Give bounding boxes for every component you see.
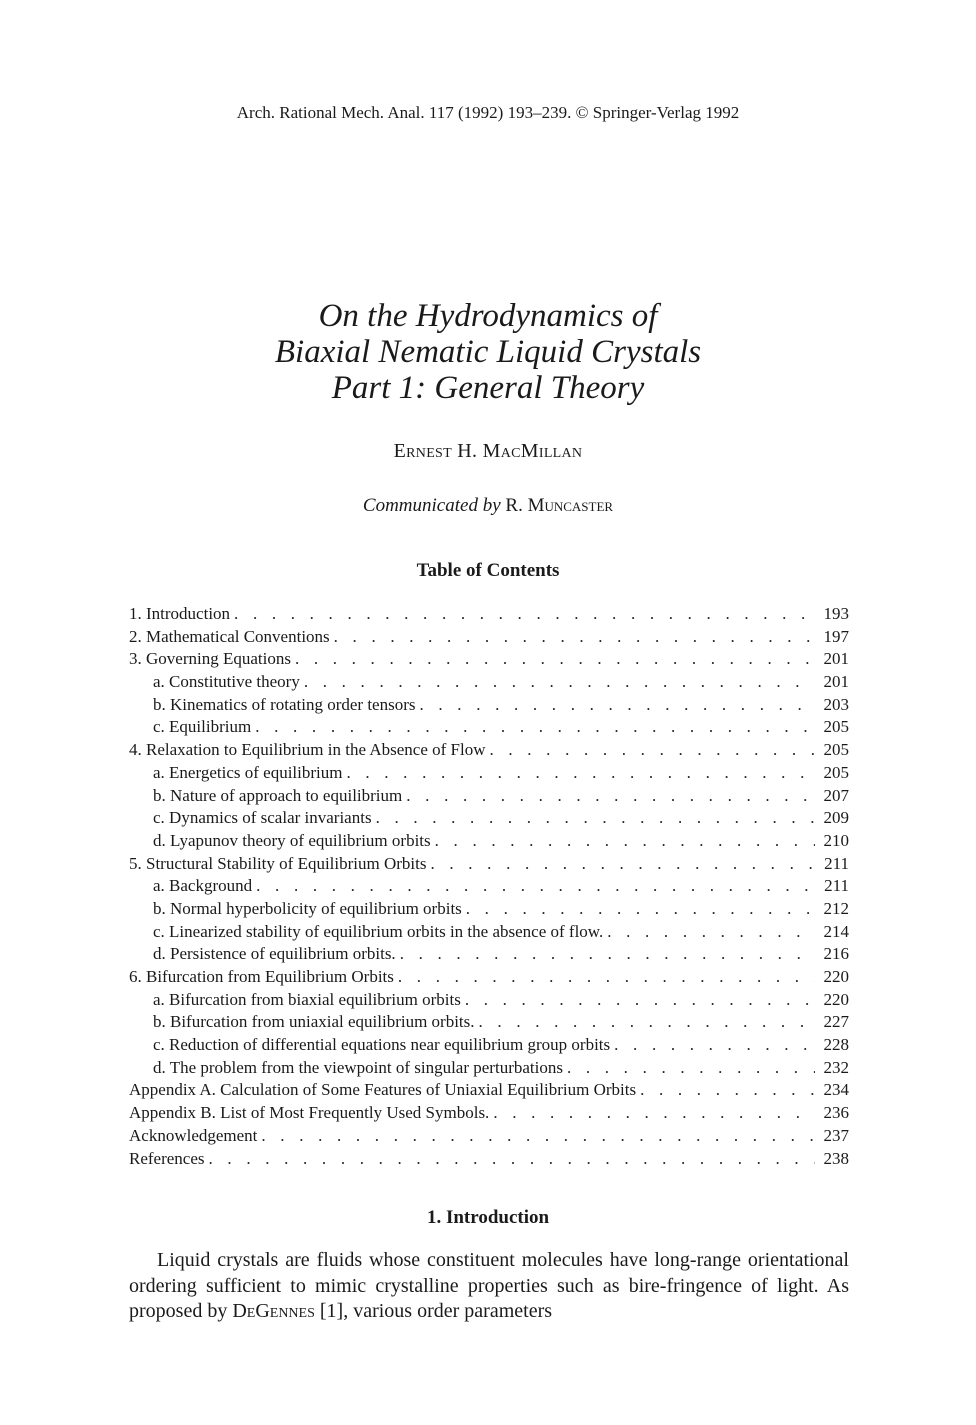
toc-entry-page: 220: [823, 967, 849, 986]
toc-leader-dots: [466, 898, 815, 921]
toc-entry-label: b. Kinematics of rotating order tensors: [153, 694, 416, 714]
toc-entry-page: 227: [823, 1012, 849, 1032]
toc-leader-dots: [640, 1079, 815, 1102]
toc-entry-page: 232: [823, 1057, 849, 1077]
author-name: [0, 440, 976, 463]
toc-entry-page: 211: [824, 853, 849, 873]
toc-entry-page: 234: [823, 1080, 849, 1100]
toc-entry: [129, 762, 849, 785]
toc-leader-dots: [420, 694, 816, 717]
toc-entry-page: 212: [823, 898, 849, 918]
toc-entry: [129, 1102, 849, 1125]
toc-entry-page: 211: [824, 876, 849, 896]
toc-entry-label: c. Dynamics of scalar invariants: [153, 808, 372, 828]
toc-leader-dots: [607, 921, 815, 944]
toc-leader-dots: [435, 830, 815, 853]
toc-entry-label: Acknowledgement: [129, 1125, 258, 1145]
table-of-contents: [129, 603, 849, 1170]
intro-paragraph: [129, 1248, 849, 1325]
author-last: MacMillan: [482, 440, 583, 462]
toc-leader-dots: [430, 853, 815, 876]
toc-entry-page: 237: [823, 1125, 849, 1145]
toc-entry: [129, 1034, 849, 1057]
toc-entry: [129, 1148, 849, 1171]
toc-entry: [129, 943, 849, 966]
author-first: Ernest H.: [393, 440, 483, 462]
toc-entry-page: 205: [823, 740, 849, 760]
toc-leader-dots: [295, 648, 815, 671]
toc-entry-page: 193: [823, 604, 849, 623]
toc-entry-label: c. Equilibrium: [153, 717, 252, 737]
toc-entry-label: b. Normal hyperbolicity of equilibrium orbits: [153, 898, 462, 918]
toc-entry-label: 4. Relaxation to Equilibrium in the Absence of Flow: [129, 740, 486, 760]
section-heading: 1. Introduction: [426, 1207, 550, 1228]
intro-text-end: [1], various order parameters: [314, 1300, 553, 1322]
toc-leader-dots: [400, 943, 815, 966]
toc-leader-dots: [398, 966, 815, 989]
communicated-prefix: Communicated by: [362, 495, 501, 516]
toc-entry-page: 197: [823, 626, 849, 646]
toc-leader-dots: [479, 1011, 815, 1034]
toc-entry: [129, 739, 849, 762]
toc-leader-dots: [304, 671, 815, 694]
toc-entry: [129, 921, 849, 944]
toc-entry-label: d. The problem from the viewpoint of singular perturbations: [153, 1057, 563, 1077]
toc-leader-dots: [334, 626, 815, 649]
toc-entry-page: 203: [823, 694, 849, 714]
toc-entry-label: a. Bifurcation from biaxial equilibrium orbits: [153, 989, 461, 1009]
toc-leader-dots: [256, 875, 815, 898]
toc-leader-dots: [465, 989, 815, 1012]
toc-entry: [129, 1125, 849, 1148]
toc-entry: [129, 830, 849, 853]
cited-author: DeGennes: [232, 1300, 315, 1322]
toc-leader-dots: [255, 716, 815, 739]
toc-entry-label: a. Background: [153, 876, 253, 896]
toc-entry: [129, 603, 849, 626]
toc-entry: [129, 966, 849, 989]
toc-entry: [129, 648, 849, 671]
toc-entry-label: 1. Introduction: [129, 604, 231, 623]
title-line-3: Part 1: General Theory: [331, 370, 645, 406]
toc-entry-label: Appendix A. Calculation of Some Features of Uniaxial Equilibrium Orbits: [129, 1080, 637, 1100]
communicated-by: [0, 495, 976, 517]
toc-entry: [129, 1079, 849, 1102]
toc-entry-label: b. Bifurcation from uniaxial equilibrium orbits.: [153, 1012, 475, 1032]
journal-citation: Arch. Rational Mech. Anal. 117 (1992) 193–239. © Springer-Verlag 1992: [236, 103, 740, 122]
toc-leader-dots: [493, 1102, 815, 1125]
toc-entry-label: c. Linearized stability of equilibrium orbits in the absence of flow.: [153, 921, 604, 941]
toc-entry-page: 209: [823, 808, 849, 828]
toc-entry-label: 5. Structural Stability of Equilibrium Orbits: [129, 853, 427, 873]
toc-entry-label: a. Constitutive theory: [153, 672, 300, 692]
toc-leader-dots: [234, 603, 815, 626]
toc-entry-page: 214: [823, 921, 849, 941]
toc-entry: [129, 785, 849, 808]
toc-entry-label: a. Energetics of equilibrium: [153, 762, 343, 782]
toc-entry-label: References: [129, 1148, 205, 1168]
toc-entry: [129, 853, 849, 876]
toc-entry: [129, 1011, 849, 1034]
intro-text-start: Liquid crystals are fluids whose constituent molecules have long-range orientational ordering sufficient to mimic crystalline properties such as bire-fringence of light. As proposed by: [129, 1249, 849, 1322]
toc-entry-label: 6. Bifurcation from Equilibrium Orbits: [129, 967, 394, 986]
toc-entry-label: 2. Mathematical Conventions: [129, 626, 330, 646]
toc-entry-page: 236: [823, 1103, 849, 1123]
toc-entry-label: b. Nature of approach to equilibrium: [153, 785, 403, 805]
toc-entry-page: 228: [823, 1035, 849, 1055]
toc-leader-dots: [376, 807, 815, 830]
toc-entry: [129, 1057, 849, 1080]
toc-entry-page: 210: [823, 830, 849, 850]
communicator-name: Muncaster: [527, 495, 614, 516]
toc-entry: [129, 898, 849, 921]
toc-entry-page: 220: [823, 989, 849, 1009]
toc-entry: [129, 807, 849, 830]
toc-entry-page: 201: [823, 649, 849, 669]
toc-entry: [129, 875, 849, 898]
title-line-2: Biaxial Nematic Liquid Crystals: [274, 334, 702, 370]
toc-entry-page: 207: [823, 785, 849, 805]
toc-entry-label: d. Persistence of equilibrium orbits.: [153, 944, 396, 964]
toc-entry-label: 3. Governing Equations: [129, 649, 291, 669]
toc-entry-page: 205: [823, 717, 849, 737]
toc-entry: [129, 989, 849, 1012]
toc-leader-dots: [489, 739, 815, 762]
toc-entry: [129, 671, 849, 694]
toc-entry-label: c. Reduction of differential equations near equilibrium group orbits: [153, 1035, 611, 1055]
toc-entry-page: 205: [823, 762, 849, 782]
title-line-1: On the Hydrodynamics of: [318, 298, 658, 334]
toc-entry: [129, 626, 849, 649]
toc-heading: Table of Contents: [416, 560, 560, 581]
toc-entry-page: 201: [823, 672, 849, 692]
toc-entry-page: 238: [823, 1148, 849, 1168]
toc-leader-dots: [406, 785, 815, 808]
toc-leader-dots: [614, 1034, 815, 1057]
toc-leader-dots: [346, 762, 815, 785]
toc-leader-dots: [261, 1125, 815, 1148]
toc-entry-page: 216: [823, 944, 849, 964]
paper-title: [0, 298, 976, 406]
toc-entry: [129, 694, 849, 717]
communicator-initial: R.: [500, 495, 528, 516]
toc-leader-dots: [209, 1148, 815, 1171]
toc-entry: [129, 716, 849, 739]
toc-leader-dots: [567, 1057, 815, 1080]
toc-entry-label: Appendix B. List of Most Frequently Used Symbols.: [129, 1103, 490, 1123]
toc-entry-label: d. Lyapunov theory of equilibrium orbits: [153, 830, 431, 850]
